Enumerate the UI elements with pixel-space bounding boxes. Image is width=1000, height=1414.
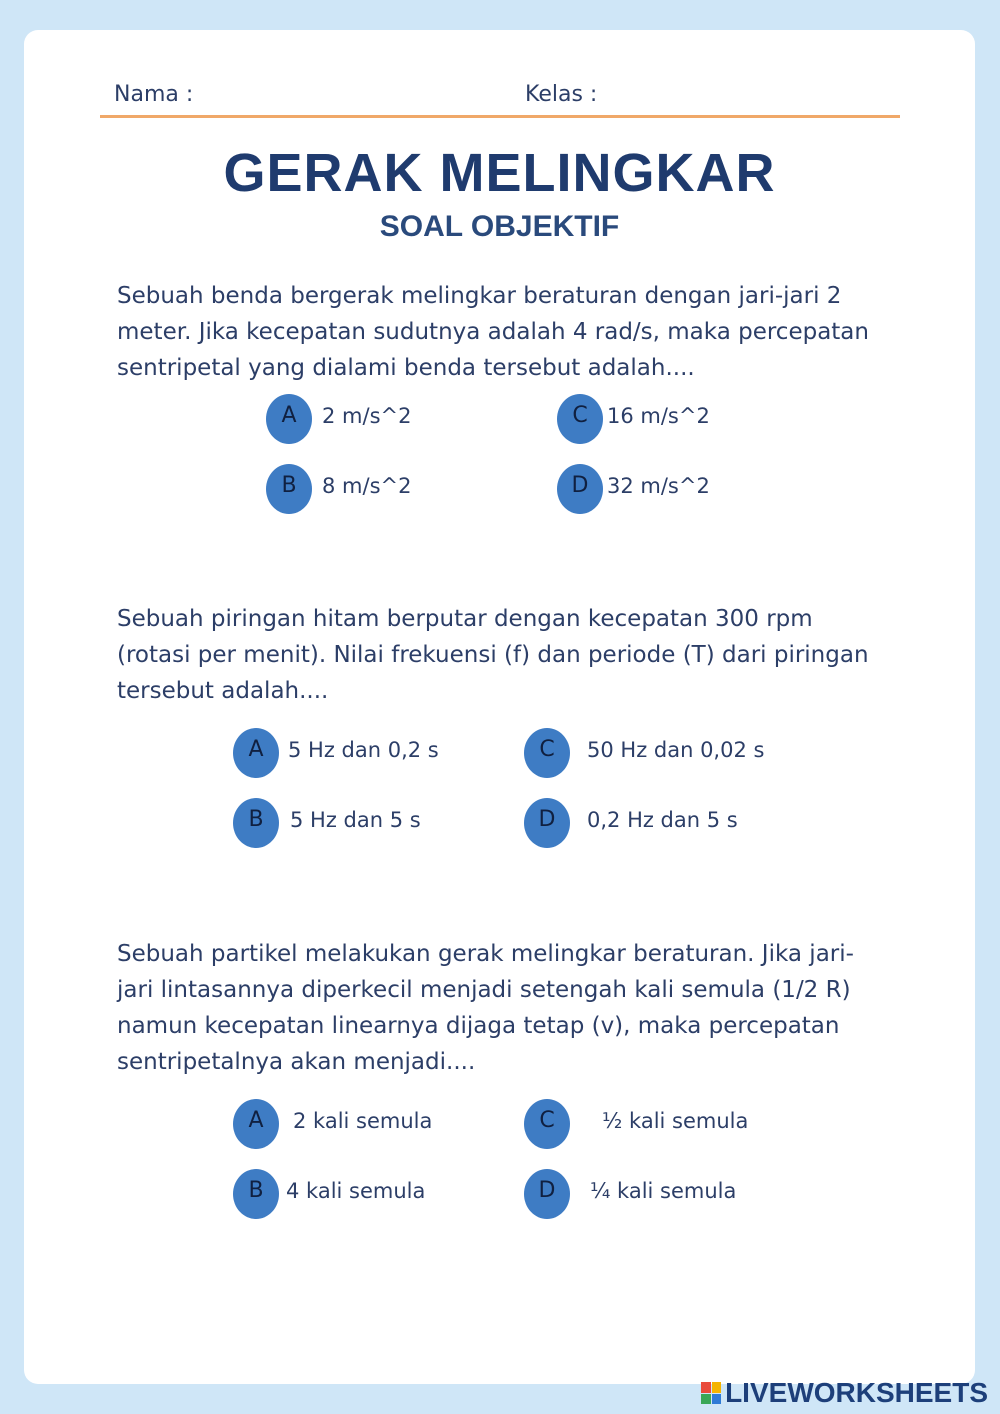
option-letter-badge: C — [524, 728, 570, 778]
option-letter-badge: B — [233, 1169, 279, 1219]
class-label: Kelas : — [525, 82, 598, 107]
option-text: 2 kali semula — [293, 1109, 433, 1133]
header-divider — [100, 115, 900, 118]
option-text: ¼ kali semula — [590, 1179, 737, 1203]
name-label: Nama : — [114, 82, 194, 107]
option-letter-badge: D — [524, 798, 570, 848]
page-title: GERAK MELINGKAR — [223, 143, 776, 203]
option-text: 4 kali semula — [286, 1179, 426, 1203]
option-text: 50 Hz dan 0,02 s — [587, 738, 765, 762]
option-letter-badge: A — [233, 728, 279, 778]
option-text: 5 Hz dan 5 s — [290, 808, 421, 832]
option-letter-badge: D — [557, 464, 603, 514]
option-text: 16 m/s^2 — [607, 404, 710, 428]
option-text: 8 m/s^2 — [322, 474, 412, 498]
option-letter-badge: C — [557, 394, 603, 444]
option-letter-badge: C — [524, 1099, 570, 1149]
option-letter-badge: A — [233, 1099, 279, 1149]
question-1-text: Sebuah benda bergerak melingkar beraturan dengan jari-jari 2 meter. Jika kecepatan sudutnya adalah 4 rad/s, maka percepatan sentripetal yang dialami benda tersebut adalah.... — [117, 283, 869, 381]
option-letter-badge: B — [233, 798, 279, 848]
worksheet-page — [24, 30, 975, 1384]
student-info-header — [114, 82, 914, 112]
question-2-text: Sebuah piringan hitam berputar dengan kecepatan 300 rpm (rotasi per menit). Nilai frekuensi (f) dan periode (T) dari piringan tersebut adalah.... — [117, 606, 869, 704]
option-letter-badge: A — [266, 394, 312, 444]
liveworksheets-brand — [701, 1378, 988, 1408]
option-text: ½ kali semula — [602, 1109, 749, 1133]
question-3-text: Sebuah partikel melakukan gerak melingkar beraturan. Jika jari-jari lintasannya diperkecil menjadi setengah kali semula (1/2 R) namun kecepatan linearnya dijaga tetap (v), maka percepatan sentripetalnya akan menjadi.... — [117, 941, 854, 1075]
brand-text: LIVEWORKSHEETS — [725, 1377, 988, 1408]
option-text: 5 Hz dan 0,2 s — [288, 738, 439, 762]
option-text: 32 m/s^2 — [607, 474, 710, 498]
option-letter-badge: D — [524, 1169, 570, 1219]
option-text: 2 m/s^2 — [322, 404, 412, 428]
option-letter-badge: B — [266, 464, 312, 514]
page-subtitle: SOAL OBJEKTIF — [379, 210, 620, 243]
option-text: 0,2 Hz dan 5 s — [587, 808, 738, 832]
liveworksheets-logo-icon — [701, 1382, 721, 1404]
